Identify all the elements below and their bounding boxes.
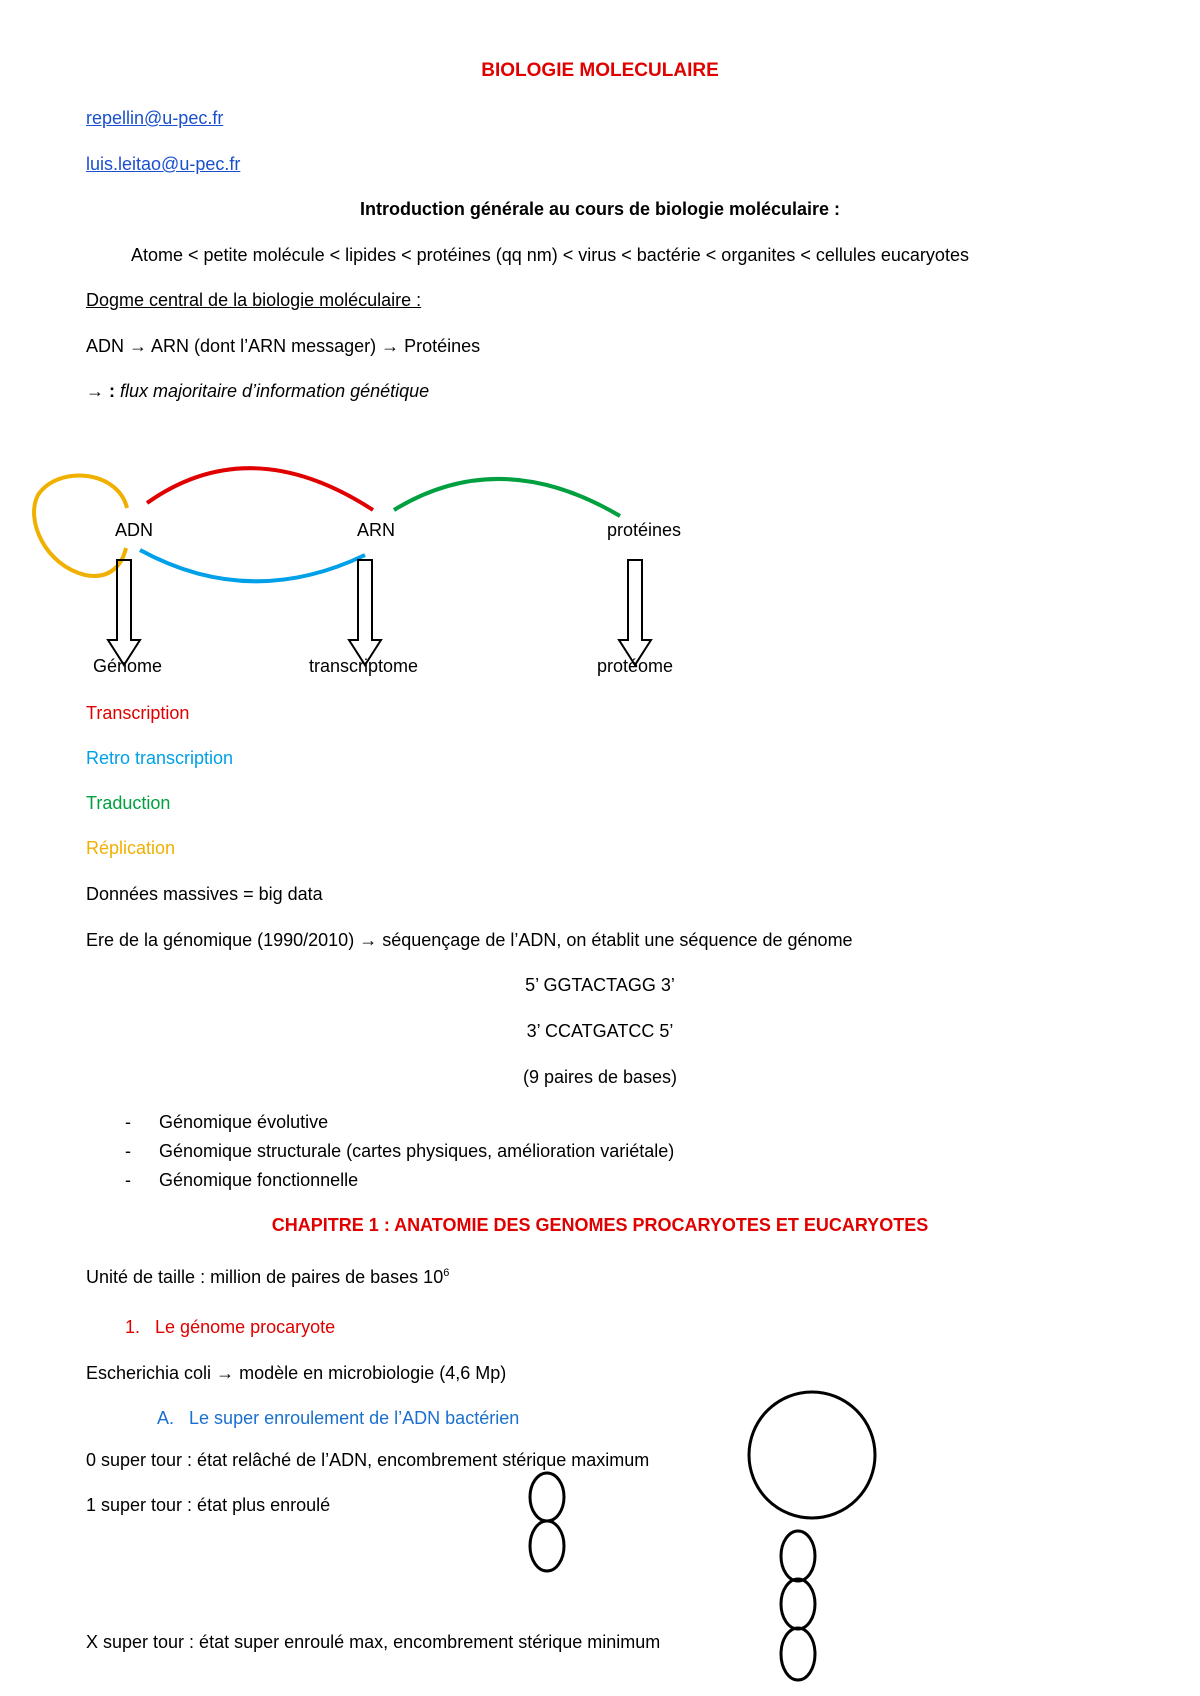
supercoil-1-loop (530, 1521, 564, 1571)
diagram-label-transcriptome: transcriptome (309, 656, 419, 676)
dogma-adn: ADN (86, 336, 125, 356)
supercoil-x-loop (781, 1628, 815, 1680)
dogma-proteines: Protéines (404, 336, 481, 356)
right-arrow-icon: → (359, 930, 378, 950)
flux-colon: : (104, 381, 120, 401)
supercoil-x-loop (781, 1531, 815, 1581)
diagram-label-adn: ADN (115, 520, 154, 540)
scale-line: Atome < petite molécule < lipides < protéines (qq nm) < virus < bactérie < organites < cellules eucaryotes (131, 245, 969, 265)
size-unit-line: Unité de taille : million de paires de bases $10^6$ (86, 1267, 450, 1287)
list-item: Génomique fonctionnelle (159, 1170, 359, 1190)
base-pairs-count: (9 paires de bases) (522, 1067, 678, 1087)
dogma-heading: Dogme central de la biologie moléculaire : (86, 290, 422, 310)
legend-transcription: Transcription (86, 703, 190, 723)
email-link-leitao[interactable]: luis.leitao@u-pec.fr (86, 154, 241, 174)
sequence-strand-1: 5’ GGTACTAGG 3’ (525, 975, 675, 995)
sequence-strand-2: 3’ CCATGATCC 5’ (526, 1021, 674, 1041)
ecoli-model: modèle en microbiologie (4,6 Mp) (239, 1363, 507, 1383)
genomics-line (86, 929, 853, 951)
replication-loop (34, 476, 127, 576)
list-item: - (125, 1170, 131, 1190)
chapter-heading: CHAPITRE 1 : ANATOMIE DES GENOMES PROCARYOTES ET EUCARYOTES (271, 1215, 929, 1235)
right-arrow-icon: → (381, 336, 400, 356)
diagram-label-proteines: protéines (607, 520, 682, 540)
down-arrow-icon (619, 560, 651, 665)
big-data-line: Données massives = big data (86, 884, 323, 904)
intro-heading: Introduction générale au cours de biologie moléculaire : (359, 199, 841, 219)
legend-replication: Réplication (86, 838, 176, 858)
list-item: - (125, 1141, 131, 1161)
legend-traduction: Traduction (86, 793, 171, 813)
supercoil-x-loop (781, 1579, 815, 1629)
supercoil-1-line: 1 super tour : état plus enroulé (86, 1495, 331, 1515)
list-item: - (125, 1112, 131, 1132)
list-item: Génomique évolutive (159, 1112, 329, 1132)
ecoli-line (86, 1362, 506, 1384)
supercoil-x-line: X super tour : état super enroulé max, encombrement stérique minimum (86, 1632, 661, 1652)
list-item: Génomique structurale (cartes physiques, amélioration variétale) (159, 1141, 675, 1161)
down-arrow-icon (108, 560, 140, 665)
ecoli-name: Escherichia coli (86, 1363, 212, 1383)
diagram-label-arn: ARN (357, 520, 396, 540)
right-arrow-icon: → (129, 336, 148, 356)
subsection-heading-supercoil: A. Le super enroulement de l’ADN bactérien (157, 1408, 520, 1428)
genomics-sequencing: séquençage de l’ADN, on établit une séquence de génome (382, 930, 853, 950)
transcription-arc (147, 468, 373, 510)
diagram-label-proteome: protéome (597, 656, 674, 676)
supercoil-0-line: 0 super tour : état relâché de l’ADN, encombrement stérique maximum (86, 1450, 650, 1470)
right-arrow-icon: → (86, 381, 104, 401)
email-link-repellin[interactable]: repellin@u-pec.fr (86, 108, 224, 128)
relaxed-dna-circle (749, 1392, 875, 1518)
genomics-era: Ere de la génomique (1990/2010) (86, 930, 355, 950)
right-arrow-icon: → (216, 1363, 235, 1383)
flux-text: flux majoritaire d’information génétique (120, 381, 430, 401)
dogma-arn: ARN (dont l’ARN messager) (151, 336, 377, 356)
legend-retro-transcription: Retro transcription (86, 748, 234, 768)
section-heading-procaryote: 1. Le génome procaryote (125, 1317, 336, 1337)
traduction-arc (394, 479, 620, 516)
document-title: BIOLOGIE MOLECULAIRE (481, 60, 719, 81)
retro-transcription-arc (140, 550, 365, 581)
down-arrow-icon (349, 560, 381, 665)
diagram-label-genome: Génome (93, 656, 163, 676)
supercoil-1-loop (530, 1473, 564, 1521)
